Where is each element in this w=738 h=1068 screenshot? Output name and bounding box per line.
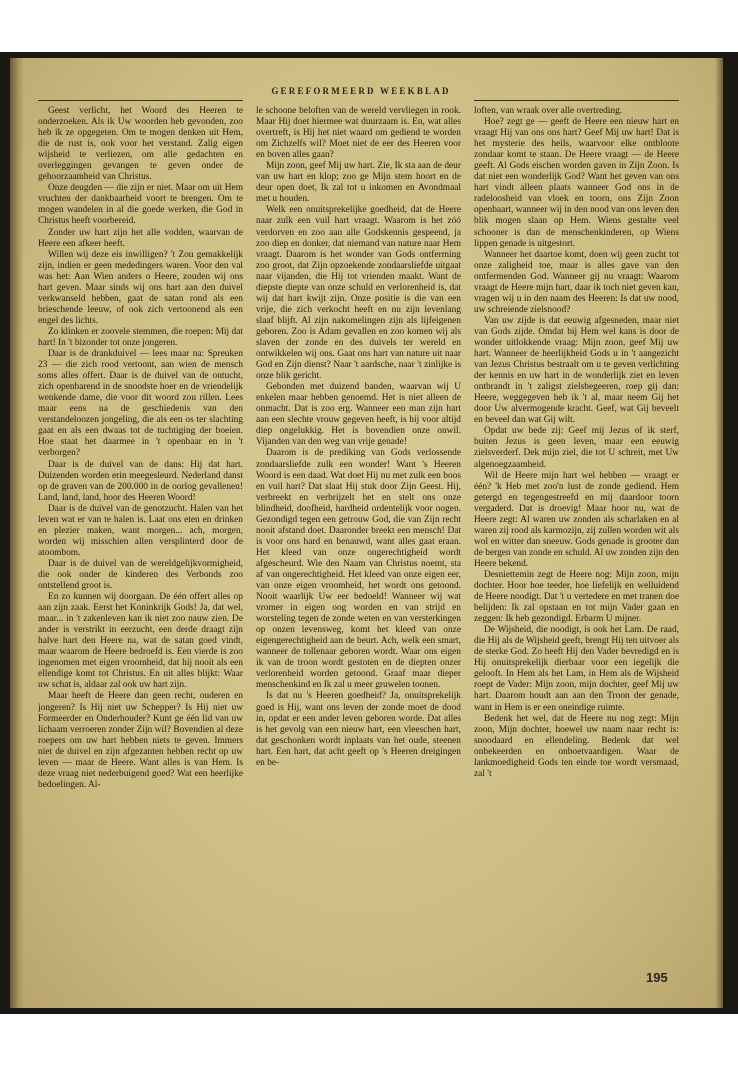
- paragraph: Daarom is de prediking van Gods verlossende zondaarsliefde zulk een wonder! Want 's Heeren Woord is een daad. Wat doet Hij nu met zulk een boos en vuil hart? Dat slaat Hij stuk door Zijn Geest. Hij, verbreekt en verbrijzelt het en stelt ons onze blindheid, doofheid, hardheid ordentelijk voor oogen. Gezondigd tegen een getrouw God, die van Zijn recht nooit afstand doet. Daaronder breekt een mensch! Dat is voor ons hard en benauwd, want alles gaat eraan. Het kleed van onze ongerechtigheid wordt afgescheurd. Wie den Naam van Christus noemt, sta af van ongerechtigheid. Het kleed van onze eigen eer, van onze eigen vroomheid, het wordt ons getoond. Nooit waarlijk Uw eer bedoeld! Wanneer wij wat vromer in eigen oog worden en van strijd en worsteling tegen de zonde weten en van versterkingen op onzen levensweg, komt het kleed van onze eigengerechtigheid aan de beurt. Ach, welk een smart, wanneer de tollenaar geboren wordt. Waar ons eigen ik van de troon wordt gestoten en de diepten onzer verlorenheid worden getoond. Graaf maar dieper menschenkind en Ik zal u meer gruwelen toonen.: [256, 448, 461, 691]
- page-number: 195: [646, 970, 668, 985]
- paragraph: En zo kunnen wij doorgaan. De één offert alles op aan zijn zaak. Eerst het Koninkrijk Gods! Ja, dat wel, maar... in 't zakenleven kan ik niet zoo nauw zien. De ander is verstrikt in eerzucht, een derde draagt zijn halve hart den Heere na, wat de satan goed vindt, maar waarom de Heere bedroefd is. Een vierde is zoo ingenomen met eigen vroomheid, dat hij nooit als een ellendige komt tot Christus. En uit alles blijkt: Waar uw schat is, aldaar zal ook uw hart zijn.: [38, 592, 243, 691]
- paragraph: Mijn zoon, geef Mij uw hart. Zie, Ik sta aan de deur van uw hart en klop; zoo ge Mijn stem hoort en de deur open doet, Ik zal tot u inkomen en Avondmaal met u houden.: [256, 161, 461, 205]
- paragraph: Zo klinken er zoovele stemmen, die roepen: Mij dat hart! In 't bizonder tot onze jongeren.: [38, 326, 243, 348]
- paragraph: De Wijsheid, die noodigt, is ook het Lam. De raad, die Hij als de Wijsheid geeft, brengt Hij ten uitvoer als de sterke God. Zo heeft Hij den Vader bevredigd en is Hij onuitsprekelijk dierbaar voor een iegelijk die gelooft. In Hem als het Lam, in Hem als de Wijsheid roept de Vader: Mijn zoon, mijn dochter, geef Mij uw hart. Daarom houdt aan aan den Troon der genade, want in Hem is er een oneindige ruimte.: [474, 625, 679, 713]
- paragraph: Desniettemin zegt de Heere nog: Mijn zoon, mijn dochter. Hoor hoe teeder, hoe liefelijk en welluidend de Heere noodigt. Dat 't u vertedere en met tranen doe belijden: Ik zal opstaan en tot mijn Vader gaan en zeggen: Ik heb gezondigd. Erbarm U mijner.: [474, 569, 679, 625]
- page-binding-shadow: [10, 58, 24, 1008]
- paragraph: Willen wij deze eis inwilligen? 't Zou gemakkelijk zijn, indien er geen mededingers waren. Voor den val was het: Aan Wien anders o Heere, zouden wij ons hart geven. Maar sinds wij ons hart aan den duivel verkwanseld hebben, gaat de satan rond als een brieschende leeuw, of ook zich vertoonend als een engel des lichts.: [38, 249, 243, 326]
- paragraph: Maar heeft de Heere dan geen recht, ouderen en jongeren? Is Hij niet uw Schepper? Is Hij niet uw Formeerder en Onderhouder? Kunt ge één lid van uw lichaam verroeren zonder Zijn wil? Bovendien al deze roepers om uw hart hebben niets te geven. Immers niet de duivel en zijn afgezanten hebben recht op uw leven — maar de Heere. Want alles is van Hem. Is deze vraag niet nederbuigend goed? Wat een heerlijke bedoelingen. Al-: [38, 691, 243, 790]
- header-rule-left: [38, 100, 243, 101]
- text-column-2: [256, 106, 461, 966]
- newspaper-page: [10, 58, 723, 1008]
- paragraph: Geest verlicht, het Woord des Heeren te onderzoeken. Als ik Uw woorden heb gevonden, zoo heb ik ze opgegeten. Om te mogen denken uit Hem, die de rust is, ook voor het verstand. Zalig eigen wijsheid te verliezen, om alle gedachten en overleggingen gevangen te geven onder de gehoorzaamheid van Christus.: [38, 106, 243, 183]
- text-column-3: [474, 106, 679, 966]
- paragraph: Daar is de duivel van de wereldgelijkvormigheid, die ook onder de kinderen des Verbonds zoo ontstellend groot is.: [38, 558, 243, 592]
- paragraph: le schoone beloften van de wereld vervliegen in rook. Maar Hij doet hiermee wat duurzaam is. En, wat alles overtreft, is Hij het niet waard om gediend te worden om Zichzelfs wil? Moet niet de eer des Heeren voor en boven alles gaan?: [256, 106, 461, 161]
- page-edge-shadow: [715, 58, 723, 1008]
- text-column-1: [38, 106, 243, 966]
- paragraph: Bedenk het wel, dat de Heere nu nog zegt: Mijn zoon, Mijn dochter, hoewel uw naam naar recht is: snoodaard en ellendeling. Bedenk dat wel onbekeerden en onboetvaardigen. Waar de lankmoedigheid Gods ten einde toe wordt versmaad, zal 't: [474, 713, 679, 779]
- paragraph: Wil de Heere mijn hart wel hebben — vraagt er één? 'k Heb met zoo'n lust de zonde gediend. Hem getergd en tegengestreefd en mij daardoor toorn vergaderd. Dat is droevig! Maar hoor nu, wat de Heere zegt: Al waren uw zonden als scharlaken en al waren zij rood als karmozijn, zij zullen worden wit als wol en witter dan sneeuw. Gods genade is grooter dan de bergen van zonde en schuld. Al uw zonden zijn den Heere bekend.: [474, 470, 679, 569]
- paragraph: Daar is de duivel van de genotzucht. Halen van het leven wat er van te halen is. Laat ons eten en drinken en plezier maken, want morgen... ach, morgen, worden wij misschien allen versplinterd door de atoombom.: [38, 503, 243, 558]
- paragraph: Opdat uw bede zij: Geef mij Jezus of ik sterf, buiten Jezus is geen leven, maar een eeuwig zielsverderf. Dek mijn ziel, die tot U schreit, met Uw algenoegzaamheid.: [474, 426, 679, 470]
- paragraph: Gebonden met duizend banden, waarvan wij U enkelen maar hebben genoemd. Het is niet alleen de onmacht. Dat is zoo erg. Wanneer een man zijn hart aan een slechte vrouw gegeven heeft, is hij voor altijd diep ongelukkig. Het is bovendien onze onwil. Vijanden van den weg van vrije genade!: [256, 382, 461, 448]
- paragraph: Hoe? zegt ge — geeft de Heere een nieuw hart en vraagt Hij van ons ons hart? Geef Mij uw hart! Dat is het mysterie des heils, waarvoor elke ontbloote zondaar komt te staan. De Heere vraagt — de Heere geeft. Al Gods eischen worden gaven in Zijn Zoon. Is dat niet een wonderlijk God? Want het geven van ons hart vindt alleen plaats wanneer God ons in de radeloosheid van vloek en toorn, ons Zijn Zoon openbaart, wanneer wij in den nood van ons leven den blik mogen slaan op Hem. Wiens gestalte veel schooner is dan de menschenkinderen, op Wiens lippen genade is uitgestort.: [474, 117, 679, 249]
- paragraph: Wanneer het daartoe komt, doen wij geen zucht tot onze zaligheid toe, maar is alles gave van den ontfermenden God. Wanneer gij nu vraagt: Waarom vraagt de Heere mijn hart, daar ik toch niet geven kan, vragen wij u in den naam des Heeren: Is dat uw nood, uw schreiende zielsnood?: [474, 249, 679, 315]
- masthead: GEREFORMEERD WEEKBLAD: [271, 86, 451, 96]
- paragraph: Onze deugden — die zijn er niet. Maar om uit Hem vruchten der dankbaarheid voort te brengen. Om te mogen wandelen in al die goede werken, die God in Christus heeft voorbereid.: [38, 183, 243, 227]
- paragraph: Welk een onuitsprekelijke goedheid, dat de Heere naar zulk een vuil hart vraagt. Waarom is het zóó verdorven en zoo aan alle Godskennis gespeend, ja zoo diep en donker, dat niemand van nature naar Hem vraagt. Daarom is het wonder van Gods ontferming zoo groot, dat Zijn opzoekende zondaarsliefde uitgaat naar vijanden, die Hij tot vrienden maakt. Want de diepste diepte van onze schuld en verlorenheid is, dat wij dat hart kwijt zijn. Onze positie is die van een vrije, die zich verkocht heeft en nu zijn levenlang slaaf blijft. Al zijn nakomelingen zijn als lijfeigenen geboren. Zoo is Adam gevallen en zoo komen wij als slaven der zonde en des duivels ter wereld en ontwikkelen wij ons. Gaat ons hart van nature uit naar God en Zijn dienst? Naar 't aardsche, naar 't zinlijke is onze blik gericht.: [256, 205, 461, 382]
- paragraph: Daar is de drankduivel — lees maar na: Spreuken 23 — die zich rood vertoont, aan wien de mensch soms alles offert. Daar is de duivel van de ontucht, zich openbarend in de snoodste hoer en de vriendelijk wenkende dame, die voor dit woord zou rillen. Lees maar eens na de geschiedenis van den verstandeloozen jongeling, die als een os ter slachting gaat en als een dwaas tot de tuchtiging der boeien. Hoe staat het daarmee in 't openbaar en in 't verborgen?: [38, 349, 243, 459]
- header-rule-right: [474, 100, 679, 101]
- paragraph: Zonder uw hart zijn het alle vodden, waarvan de Heere een afkeer heeft.: [38, 227, 243, 249]
- paragraph: Daar is de duivel van de dans: Hij dat hart. Duizenden worden erin meegesleurd. Nederland danst op de graven van de 200.000 in de oorlog gevallenen! Land, land, land, hoor des Heeren Woord!: [38, 459, 243, 503]
- paragraph: Van uw zijde is dat eeuwig afgesneden, maar niet van Gods zijde. Omdat bij Hem wel kans is door de wonder uitlokkende vraag: Mijn zoon, geef Mij uw hart. Wanneer de heerlijkheid Gods u in 't aangezicht van Jezus Christus bestraalt om u te geven verlichting der kennis en uw hart in de wonderlijk ziet en leven ontbrandt in 't zaligst zielsbegeeren, roep gij dan: Heere, weggegeven heb ik 't al, maar neem Gij het door Uw alvermogende kracht. Geef, wat Gij beveelt en beveel dan wat Gij wilt.: [474, 315, 679, 426]
- paragraph: Is dat nu 's Heeren goedheid? Ja, onuitsprekelijk goed is Hij, want ons leven der zonde moet de dood in, opdat er een ander leven geboren worde. Dat alles is het gevolg van een nieuw hart, een vleeschen hart, dat geschonken wordt inplaats van het oude, steenen hart. Een hart, dat acht geeft op 's Heeren dreigingen en be-: [256, 691, 461, 768]
- paragraph: loften, van wraak over alle overtreding.: [474, 106, 623, 116]
